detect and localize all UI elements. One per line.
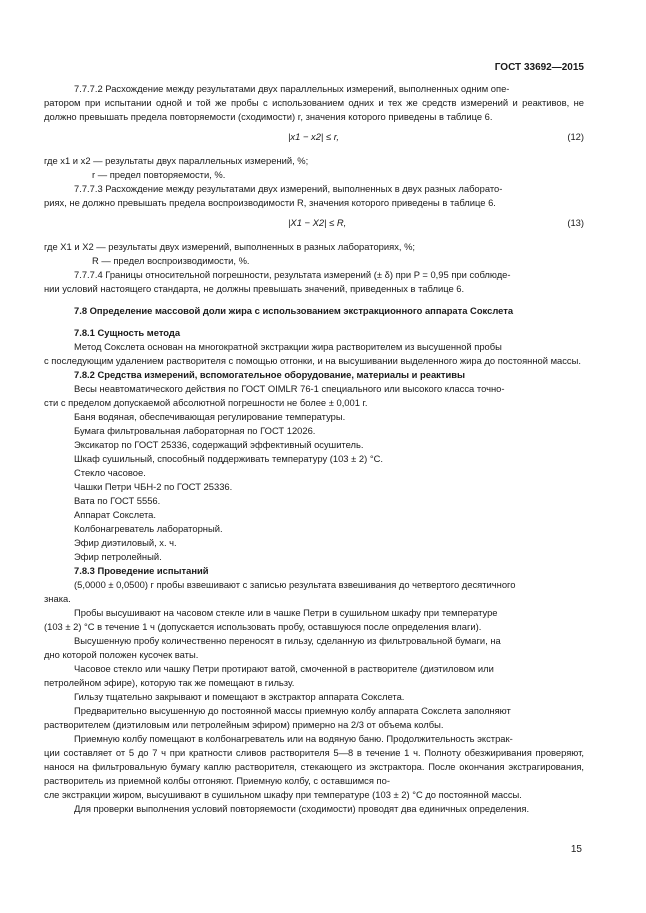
equipment-item: Эксикатор по ГОСТ 25336, содержащий эффективный осушитель. (74, 439, 364, 450)
para-repeatability: Для проверки выполнения условий повторяемости (сходимости) проводят два единичных определения. (74, 803, 530, 814)
para-transfer-rest: дно которой положен кусочек ваты. (44, 649, 199, 660)
equipment-item: Эфир петролейный. (74, 551, 162, 562)
para-7-8-1-rest: с последующим удалением растворителя с помощью отгонки, и на высушивании выделенного жира до постоянной массы. (44, 355, 581, 366)
para-thimble: Гильзу тщательно закрывают и помещают в экстрактор аппарата Сокслета. (74, 691, 405, 702)
where-12-line1: где x1 и x2 — результаты двух параллельных измерений, %; (44, 155, 309, 166)
para-wipe-rest: петролейном эфире), которую так же помещают в гильзу. (44, 677, 295, 688)
formula-12 (44, 130, 584, 144)
equipment-item: Вата по ГОСТ 5556. (74, 495, 161, 506)
para-7-7-7-2-rest: ратором при испытании одной и той же пробы с использованием одних и тех же средств измерений и реактивов, не должно превышать предела повторяемости (сходимости) r, значения которого приведены в таблице 6. (44, 97, 584, 122)
formula-12-number: (12) (567, 131, 584, 142)
para-7-7-7-3-rest: риях, не должно превышать предела воспроизводимости R, значения которого приведены в таблице 6. (44, 197, 496, 208)
para-extraction-first: Приемную колбу помещают в колбонагреватель или на водяную баню. Продолжительность экстрак- (74, 733, 513, 744)
equipment-item: Аппарат Сокслета. (74, 509, 156, 520)
equipment-item: Колбонагреватель лабораторный. (74, 523, 223, 534)
para-transfer-first: Высушенную пробу количественно переносят в гильзу, сделанную из фильтровальной бумаги, на (74, 635, 501, 646)
section-7-8-3-heading: 7.8.3 Проведение испытаний (74, 565, 209, 576)
page-number: 15 (570, 844, 582, 855)
para-7-7-7-3-first: 7.7.7.3 Расхождение между результатами двух измерений, выполненных в двух разных лаборато- (74, 183, 503, 194)
para-flask-rest: растворителем (диэтиловым или петролейным эфиром) примерно на 2/3 от объема колбы. (44, 719, 444, 730)
where-13-line1: где X1 и X2 — результаты двух измерений, выполненных в разных лабораториях, %; (44, 241, 416, 252)
para-weighing-first: (5,0000 ± 0,0500) г пробы взвешивают с записью результата взвешивания до четвертого десятичного (74, 579, 516, 590)
para-extraction-last: сле экстракции жиром, высушивают в сушильном шкафу при температуре (103 ± 2) °С до постоянной массы. (44, 789, 522, 800)
equipment-item: Чашки Петри ЧБН-2 по ГОСТ 25336. (74, 481, 233, 492)
formula-13-expression: |X1 − X2| ≤ R, (288, 217, 347, 228)
equipment-item: Баня водяная, обеспечивающая регулирование температуры. (74, 411, 346, 422)
section-7-8-1-heading: 7.8.1 Сущность метода (74, 327, 181, 338)
document-page (44, 0, 584, 913)
equipment-item: Эфир диэтиловый, х. ч. (74, 537, 177, 548)
section-7-8-2-heading: 7.8.2 Средства измерений, вспомогательное оборудование, материалы и реактивы (74, 369, 465, 380)
para-7-8-1-first: Метод Сокслета основан на многократной экстракции жира растворителем из высушенной пробы (74, 341, 502, 352)
equipment-item: Стекло часовое. (74, 467, 146, 478)
para-weighing-rest: знака. (44, 593, 71, 604)
para-wipe-first: Часовое стекло или чашку Петри протирают ватой, смоченной в растворителе (диэтиловом или (74, 663, 494, 674)
para-drying-first: Пробы высушивают на часовом стекле или в чашке Петри в сушильном шкафу при температуре (74, 607, 498, 618)
para-7-7-7-4-rest: нии условий настоящего стандарта, не должны превышать значений, приведенных в таблице 6. (44, 283, 465, 294)
para-7-7-7-2-first: 7.7.7.2 Расхождение между результатами двух параллельных измерений, выполненных одним опе- (74, 83, 510, 94)
para-7-8-2-first: Весы неавтоматического действия по ГОСТ OIMLR 76-1 специального или высокого класса точно- (74, 383, 505, 394)
section-7-8-heading: 7.8 Определение массовой доли жира с использованием экстракционного аппарата Сокслета (74, 305, 514, 316)
para-flask-first: Предварительно высушенную до постоянной массы приемную колбу аппарата Сокслета заполняют (74, 705, 511, 716)
formula-13 (44, 216, 584, 230)
para-extraction-middle: ции составляет от 5 до 7 ч при кратности сливов растворителя 5—8 в течение 1 ч. Полноту обезжиривания проверяют, нанося на фильтровальную бумагу каплю растворителя, стекающего из экстрактора. После окончания экстрагирования, растворитель из приемной колбы отгоняют. Приемную колбу, с оставшимся по- (44, 747, 584, 786)
where-13-line2: R — предел воспроизводимости, %. (92, 255, 250, 266)
standard-header: ГОСТ 33692—2015 (494, 62, 584, 73)
formula-12-expression: |x1 − x2| ≤ r, (288, 131, 339, 142)
para-7-8-2-rest: сти с пределом допускаемой абсолютной погрешности не более ± 0,001 г. (44, 397, 368, 408)
formula-13-number: (13) (567, 217, 584, 228)
equipment-item: Бумага фильтровальная лабораторная по ГОСТ 12026. (74, 425, 316, 436)
page-content (44, 82, 584, 816)
equipment-item: Шкаф сушильный, способный поддерживать температуру (103 ± 2) °С. (74, 453, 383, 464)
para-7-7-7-4-first: 7.7.7.4 Границы относительной погрешности, результата измерений (± δ) при P = 0,95 при соблюде- (74, 269, 511, 280)
where-12-line2: r — предел повторяемости, %. (92, 169, 226, 180)
para-drying-rest: (103 ± 2) °С в течение 1 ч (допускается использовать пробу, оставшуюся после определения влаги). (44, 621, 482, 632)
